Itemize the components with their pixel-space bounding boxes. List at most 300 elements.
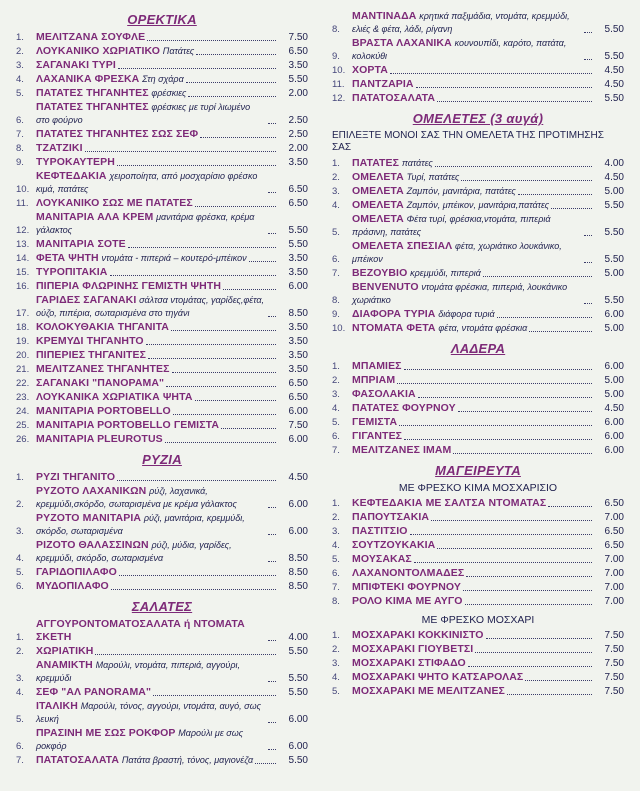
item-number: 19. <box>16 336 30 347</box>
item-price: 3.50 <box>288 267 308 278</box>
dot-leader <box>431 519 592 521</box>
menu-item <box>16 128 308 141</box>
item-number: 10. <box>332 323 346 334</box>
item-description: ρύζι, λαχανικά, κρεμμύδι,σκόρδο, σωταρισμένα με κρέμα γάλακτος <box>36 486 237 509</box>
item-body <box>352 567 594 580</box>
menu-section-ryzia <box>16 452 308 593</box>
item-price: 6.00 <box>288 499 308 510</box>
item-text <box>36 197 193 210</box>
item-price: 6.00 <box>604 417 624 428</box>
item-name: ΠΑΣΤΙΤΣΙΟ <box>352 525 408 537</box>
item-text <box>36 405 171 418</box>
item-name: ΠΑΤΑΤΕΣ ΦΟΥΡΝΟΥ <box>352 402 456 414</box>
item-number: 3. <box>332 186 340 197</box>
item-number: 8. <box>332 24 340 35</box>
dot-leader <box>414 561 592 563</box>
item-body <box>352 553 594 566</box>
dot-leader <box>172 371 276 373</box>
item-price: 7.50 <box>288 420 308 431</box>
item-body <box>36 618 278 644</box>
item-name: ΚΟΛΟΚΥΘΑΚΙΑ ΤΗΓΑΝΙΤΑ <box>36 321 169 333</box>
item-price: 5.50 <box>604 227 624 238</box>
menu-item <box>332 685 624 698</box>
item-body <box>36 73 278 86</box>
item-description: φέτα, ντομάτα φρέσκια <box>438 323 528 333</box>
item-body <box>36 700 278 726</box>
item-body <box>36 238 278 251</box>
menu-items <box>332 10 624 105</box>
menu-section-omeletes <box>332 111 624 335</box>
item-text <box>36 391 193 404</box>
item-number: 4. <box>332 200 340 211</box>
item-number: 1. <box>332 361 340 372</box>
dot-leader <box>146 343 276 345</box>
item-price: 4.50 <box>604 79 624 90</box>
item-text <box>352 539 435 552</box>
item-number: 5. <box>332 417 340 428</box>
item-number: 11. <box>332 79 345 90</box>
item-name: ΜΑΝΤΙΝΑΔΑ <box>352 10 417 22</box>
item-name: ΜΕΛΙΤΖΑΝΕΣ ΤΗΓΑΝΗΤΕΣ <box>36 363 170 375</box>
item-name: ΛΟΥΚΑΝΙΚΑ ΧΩΡΙΑΤΙΚΑ ΨΗΤΑ <box>36 391 193 403</box>
item-price: 6.00 <box>604 445 624 456</box>
item-number: 1. <box>332 630 340 641</box>
item-number: 25. <box>16 420 30 431</box>
item-body <box>352 525 594 538</box>
item-name: ΜΥΔΟΠΙΛΑΦΟ <box>36 580 109 592</box>
section-title: ΟΜΕΛΕΤΕΣ (3 αυγά) <box>412 111 544 126</box>
item-price: 7.50 <box>288 32 308 43</box>
item-number: 3. <box>16 673 24 684</box>
menu-item <box>16 238 308 251</box>
menu-item <box>16 211 308 237</box>
item-name: ΤΥΡΟΠΙΤΑΚΙΑ <box>36 266 108 278</box>
item-name: ΔΙΑΦΟΡΑ ΤΥΡΙΑ <box>352 308 436 320</box>
menu-item <box>16 419 308 432</box>
menu-item <box>332 595 624 608</box>
menu-item <box>16 618 308 644</box>
item-name: ΜΠΑΜΙΕΣ <box>352 360 402 372</box>
item-number: 7. <box>16 755 24 766</box>
dot-leader <box>268 122 276 124</box>
menu-item <box>332 525 624 538</box>
item-name: ΠΙΠΕΡΙΑ ΦΛΩΡΙΝΗΣ ΓΕΜΙΣΤΗ ΨΗΤΗ <box>36 280 222 292</box>
item-description: Μαρούλι με σως ροκφόρ <box>36 728 244 751</box>
item-price: 6.00 <box>288 406 308 417</box>
dot-leader <box>268 506 276 508</box>
menu-item <box>16 266 308 279</box>
dot-leader <box>117 479 276 481</box>
item-number: 8. <box>332 596 340 607</box>
dot-leader <box>525 679 592 681</box>
dot-leader <box>200 136 276 138</box>
item-name: ΜΕΛΙΤΖΑΝΕΣ ΙΜΑΜ <box>352 444 452 456</box>
menu-item <box>332 10 624 36</box>
item-number: 5. <box>332 227 340 238</box>
item-price: 6.50 <box>288 378 308 389</box>
item-name: ΜΟΣΧΑΡΑΚΙ ΚΟΚΚΙΝΙΣΤΟ <box>352 629 484 641</box>
item-name: ΡΟΛΟ ΚΙΜΑ ΜΕ ΑΥΓΟ <box>352 595 463 607</box>
item-text <box>36 59 116 72</box>
dot-leader <box>404 368 592 370</box>
dot-leader <box>551 207 592 209</box>
section-subheading: ΜΕ ΦΡΕΣΚΟ ΜΟΣΧΑΡΙ <box>421 614 535 626</box>
menu-item <box>332 430 624 443</box>
menu-item <box>16 45 308 58</box>
item-body <box>352 322 594 335</box>
dot-leader <box>165 441 276 443</box>
item-number: 6. <box>16 115 24 126</box>
item-price: 5.00 <box>604 323 624 334</box>
dot-leader <box>584 261 592 263</box>
dot-leader <box>486 637 592 639</box>
item-body <box>352 685 594 698</box>
item-name: ΝΤΟΜΑΤΑ ΦΕΤΑ <box>352 322 436 334</box>
item-text <box>352 671 523 684</box>
item-text <box>352 553 412 566</box>
dot-leader <box>268 191 276 193</box>
menu-item <box>332 497 624 510</box>
item-number: 8. <box>332 295 340 306</box>
item-name: ΛΑΧΑΝΟΝΤΟΛΜΑΔΕΣ <box>352 567 465 579</box>
item-number: 1. <box>16 632 24 643</box>
item-body <box>352 671 594 684</box>
dot-leader <box>416 86 592 88</box>
menu-item <box>332 553 624 566</box>
item-text <box>352 374 395 387</box>
item-price: 5.50 <box>604 24 624 35</box>
item-body <box>36 391 278 404</box>
item-price: 3.50 <box>288 336 308 347</box>
item-text <box>36 335 144 348</box>
menu-item <box>16 659 308 685</box>
dot-leader <box>147 39 276 41</box>
item-price: 7.00 <box>604 512 624 523</box>
item-description: χειροποίητα, από μοσχαρίσιο φρέσκο κιμά, πατάτες <box>36 171 258 194</box>
menu-item <box>332 64 624 77</box>
menu-item <box>332 360 624 373</box>
item-price: 5.50 <box>288 225 308 236</box>
item-text <box>36 419 219 432</box>
item-body <box>352 78 594 91</box>
item-price: 7.00 <box>604 582 624 593</box>
item-name: ΣΑΓΑΝΑΚΙ "ΠΑΝΟΡΑΜΑ" <box>36 377 165 389</box>
item-body <box>352 595 594 608</box>
item-body <box>36 280 278 293</box>
item-number: 14. <box>16 253 30 264</box>
item-name: ΒΡΑΣΤΑ ΛΑΧΑΝΙΚΑ <box>352 37 452 49</box>
item-text <box>352 685 505 698</box>
item-body <box>36 539 278 565</box>
item-number: 4. <box>16 553 24 564</box>
item-text <box>36 156 115 169</box>
item-body <box>36 727 278 753</box>
item-body <box>352 430 594 443</box>
item-price: 5.50 <box>288 74 308 85</box>
item-text <box>36 280 221 293</box>
menu-item <box>16 391 308 404</box>
item-price: 3.50 <box>288 350 308 361</box>
item-body <box>352 240 594 266</box>
item-text <box>36 377 164 390</box>
dot-leader <box>223 288 276 290</box>
item-text <box>36 700 266 726</box>
item-description: Πατάτα βραστή, τόνος, μαγιονέζα <box>121 755 254 765</box>
item-name: ΚΕΦΤΕΔΑΚΙΑ <box>36 170 107 182</box>
item-name: ΒΕΖΟΥΒΙΟ <box>352 267 408 279</box>
item-number: 5. <box>16 567 24 578</box>
menu-section-mosxari <box>332 614 624 698</box>
menu-item <box>332 213 624 239</box>
item-name: ΜΟΣΧΑΡΑΚΙ ΨΗΤΟ ΚΑΤΣΑΡΟΛΑΣ <box>352 671 524 683</box>
item-price: 6.50 <box>288 184 308 195</box>
dot-leader <box>85 150 276 152</box>
item-number: 2. <box>16 646 24 657</box>
item-number: 13. <box>16 239 30 250</box>
item-body <box>352 185 594 198</box>
item-name: ΚΕΦΤΕΔΑΚΙΑ ΜΕ ΣΑΛΤΣΑ ΝΤΟΜΑΤΑΣ <box>352 497 547 509</box>
item-number: 3. <box>332 658 340 669</box>
menu-item <box>16 31 308 44</box>
item-name: MANITAPIA PLEUROTUS <box>36 433 163 445</box>
menu-item <box>16 335 308 348</box>
item-number: 12. <box>16 225 30 236</box>
item-number: 10. <box>332 65 346 76</box>
menu-item <box>16 471 308 484</box>
item-body <box>36 512 278 538</box>
item-text <box>352 281 582 307</box>
item-text <box>352 595 463 608</box>
item-body <box>352 657 594 670</box>
dot-leader <box>110 274 277 276</box>
item-body <box>36 31 278 44</box>
dot-leader <box>529 330 592 332</box>
item-description: ρύζι, μανιτάρια, κρεμμύδι, σκόρδο, σωταρισμένα <box>36 513 245 536</box>
item-number: 10. <box>16 184 30 195</box>
dot-leader <box>410 533 593 535</box>
item-name: ΠΙΠΕΡΙΕΣ ΤΗΓΑΝΙΤΕΣ <box>36 349 146 361</box>
dot-leader <box>497 316 592 318</box>
item-text <box>352 657 466 670</box>
menu-item <box>332 629 624 642</box>
item-body <box>36 645 278 658</box>
item-body <box>352 497 594 510</box>
item-price: 6.00 <box>288 741 308 752</box>
dot-leader <box>128 246 276 248</box>
menu-item <box>332 444 624 457</box>
item-body <box>36 580 278 593</box>
item-body <box>36 252 278 265</box>
item-price: 2.00 <box>288 88 308 99</box>
dot-leader <box>268 680 276 682</box>
section-note: ΕΠΙΛΕΞΤΕ ΜΟΝΟΙ ΣΑΣ ΤΗΝ ΟΜΕΛΕΤΑ ΤΗΣ ΠΡΟΤΙΜΗΣΗΣ ΣΑΣ <box>332 130 604 153</box>
item-name: MANITAPIA PORTOBELLO <box>36 405 171 417</box>
item-body <box>352 199 594 212</box>
item-body <box>36 156 278 169</box>
item-price: 6.50 <box>604 498 624 509</box>
item-body <box>36 471 278 484</box>
dot-leader <box>390 72 592 74</box>
item-text <box>352 360 402 373</box>
item-body <box>36 659 278 685</box>
item-number: 5. <box>332 554 340 565</box>
item-name: ΧΟΡΤΑ <box>352 64 388 76</box>
dot-leader <box>119 574 276 576</box>
item-text <box>36 266 108 279</box>
item-price: 6.00 <box>288 526 308 537</box>
menu-item <box>332 416 624 429</box>
menu-item <box>16 349 308 362</box>
item-body <box>352 402 594 415</box>
item-number: 18. <box>16 322 30 333</box>
dot-leader <box>437 100 592 102</box>
item-number: 1. <box>16 32 24 43</box>
dot-leader <box>466 575 592 577</box>
item-price: 6.00 <box>604 431 624 442</box>
item-number: 2. <box>332 512 340 523</box>
item-price: 6.00 <box>604 361 624 372</box>
item-text <box>36 211 266 237</box>
item-description: Ζαμπόν, μανιτάρια, πατάτες <box>406 186 516 196</box>
item-number: 11. <box>16 198 29 209</box>
item-name: ΦΕΤΑ ΨΗΤΗ <box>36 252 99 264</box>
menu-item <box>332 157 624 170</box>
item-body <box>352 308 594 321</box>
menu-item <box>16 686 308 699</box>
item-name: ΑΓΓΟΥΡΟΝΤΟΜΑΤΟΣΑΛΑΤΑ ή ΝΤΟΜΑΤΑ ΣΚΕΤΗ <box>36 618 245 643</box>
menu-section-salates <box>16 599 308 767</box>
item-body <box>352 213 594 239</box>
item-number: 6. <box>332 431 340 442</box>
item-body <box>352 281 594 307</box>
item-description: πατάτες <box>401 158 433 168</box>
item-name: ΡΥΖΙ ΤΗΓΑΝΙΤΟ <box>36 471 116 483</box>
dot-leader <box>95 653 276 655</box>
dot-leader <box>584 58 592 60</box>
item-text <box>352 430 402 443</box>
dot-leader <box>268 748 276 750</box>
item-price: 3.50 <box>288 60 308 71</box>
item-text <box>352 37 582 63</box>
item-name: ΜΑΝΙΤΑΡΙΑ ΣΟΤΕ <box>36 238 126 250</box>
dot-leader <box>153 694 276 696</box>
item-name: ΟΜΕΛΕΤΑ <box>352 185 404 197</box>
item-number: 2. <box>332 644 340 655</box>
item-text <box>36 433 163 446</box>
item-description: διάφορα τυριά <box>438 309 495 319</box>
item-body <box>352 581 594 594</box>
menu-item <box>16 405 308 418</box>
item-text <box>36 659 266 685</box>
item-price: 4.50 <box>604 172 624 183</box>
item-price: 5.50 <box>288 755 308 766</box>
item-text <box>36 645 93 658</box>
item-body <box>36 363 278 376</box>
item-body <box>36 294 278 320</box>
item-number: 26. <box>16 434 30 445</box>
item-number: 4. <box>332 403 340 414</box>
item-name: ΓΙΓΑΝΤΕΣ <box>352 430 403 442</box>
item-text <box>36 252 247 265</box>
dot-leader <box>465 603 592 605</box>
item-text <box>352 10 582 36</box>
item-text <box>36 238 126 251</box>
item-price: 5.50 <box>604 254 624 265</box>
dot-leader <box>196 53 276 55</box>
menu-items <box>332 157 624 335</box>
dot-leader <box>518 193 592 195</box>
dot-leader <box>418 396 592 398</box>
dot-leader <box>173 413 276 415</box>
item-price: 6.50 <box>288 46 308 57</box>
menu-items <box>332 629 624 698</box>
menu-item <box>332 374 624 387</box>
item-text <box>36 101 266 127</box>
item-text <box>352 171 459 184</box>
menu-item <box>16 170 308 196</box>
item-number: 21. <box>16 364 30 375</box>
item-text <box>352 322 527 335</box>
menu-item <box>16 101 308 127</box>
menu-column-right <box>320 0 640 791</box>
dot-leader <box>195 399 276 401</box>
item-number: 6. <box>332 254 340 265</box>
item-body <box>352 157 594 170</box>
item-name: ΛΟΥΚΑΝΙΚΟ ΧΩΡΙΑΤΙΚΟ <box>36 45 161 57</box>
dot-leader <box>483 275 592 277</box>
menu-item <box>332 322 624 335</box>
menu-item <box>16 252 308 265</box>
menu-item <box>332 643 624 656</box>
item-name: ΣΑΓΑΝΑΚΙ ΤΥΡΙ <box>36 59 116 71</box>
menu-item <box>16 87 308 100</box>
item-name: ΣΕΦ "ΑΛ PANORAMA" <box>36 686 152 698</box>
item-name: ΜΕΛΙΤΖΑΝΑ ΣΟΥΦΛΕ <box>36 31 146 43</box>
item-body <box>36 211 278 237</box>
item-text <box>352 444 451 457</box>
item-body <box>352 629 594 642</box>
item-price: 5.50 <box>604 93 624 104</box>
item-text <box>352 402 456 415</box>
item-text <box>352 199 549 212</box>
item-description: ντομάτα - πιπεριά – κουτερό-μπέικον <box>101 253 247 263</box>
item-text <box>36 727 266 753</box>
item-price: 5.50 <box>288 673 308 684</box>
menu-item <box>16 580 308 593</box>
dot-leader <box>249 260 276 262</box>
item-price: 8.50 <box>288 567 308 578</box>
item-description: ντομάτα φρέσκια, πιπεριά, λουκάνικο χωριάτικο <box>352 282 568 305</box>
item-name: ΡΙΖΟΤΟ ΘΑΛΑΣΣΙΝΩΝ <box>36 539 149 551</box>
menu-item <box>332 539 624 552</box>
item-price: 4.50 <box>288 472 308 483</box>
item-body <box>36 321 278 334</box>
item-body <box>36 754 278 767</box>
item-number: 4. <box>332 672 340 683</box>
item-name: ΦΑΣΟΛΑΚΙΑ <box>352 388 416 400</box>
item-name: ΓΑΡΙΔΕΣ ΣΑΓΑΝΑΚΙ <box>36 294 137 306</box>
menu-item <box>16 700 308 726</box>
item-price: 3.50 <box>288 364 308 375</box>
item-name: ΡΥΖΟΤΟ ΛΑΧΑΝΙΚΩΝ <box>36 485 147 497</box>
dot-leader <box>548 505 592 507</box>
item-text <box>352 157 433 170</box>
item-number: 23. <box>16 392 30 403</box>
item-body <box>352 360 594 373</box>
item-number: 4. <box>16 687 24 698</box>
item-name: ΓΕΜΙΣΤΑ <box>352 416 398 428</box>
item-text <box>352 629 484 642</box>
